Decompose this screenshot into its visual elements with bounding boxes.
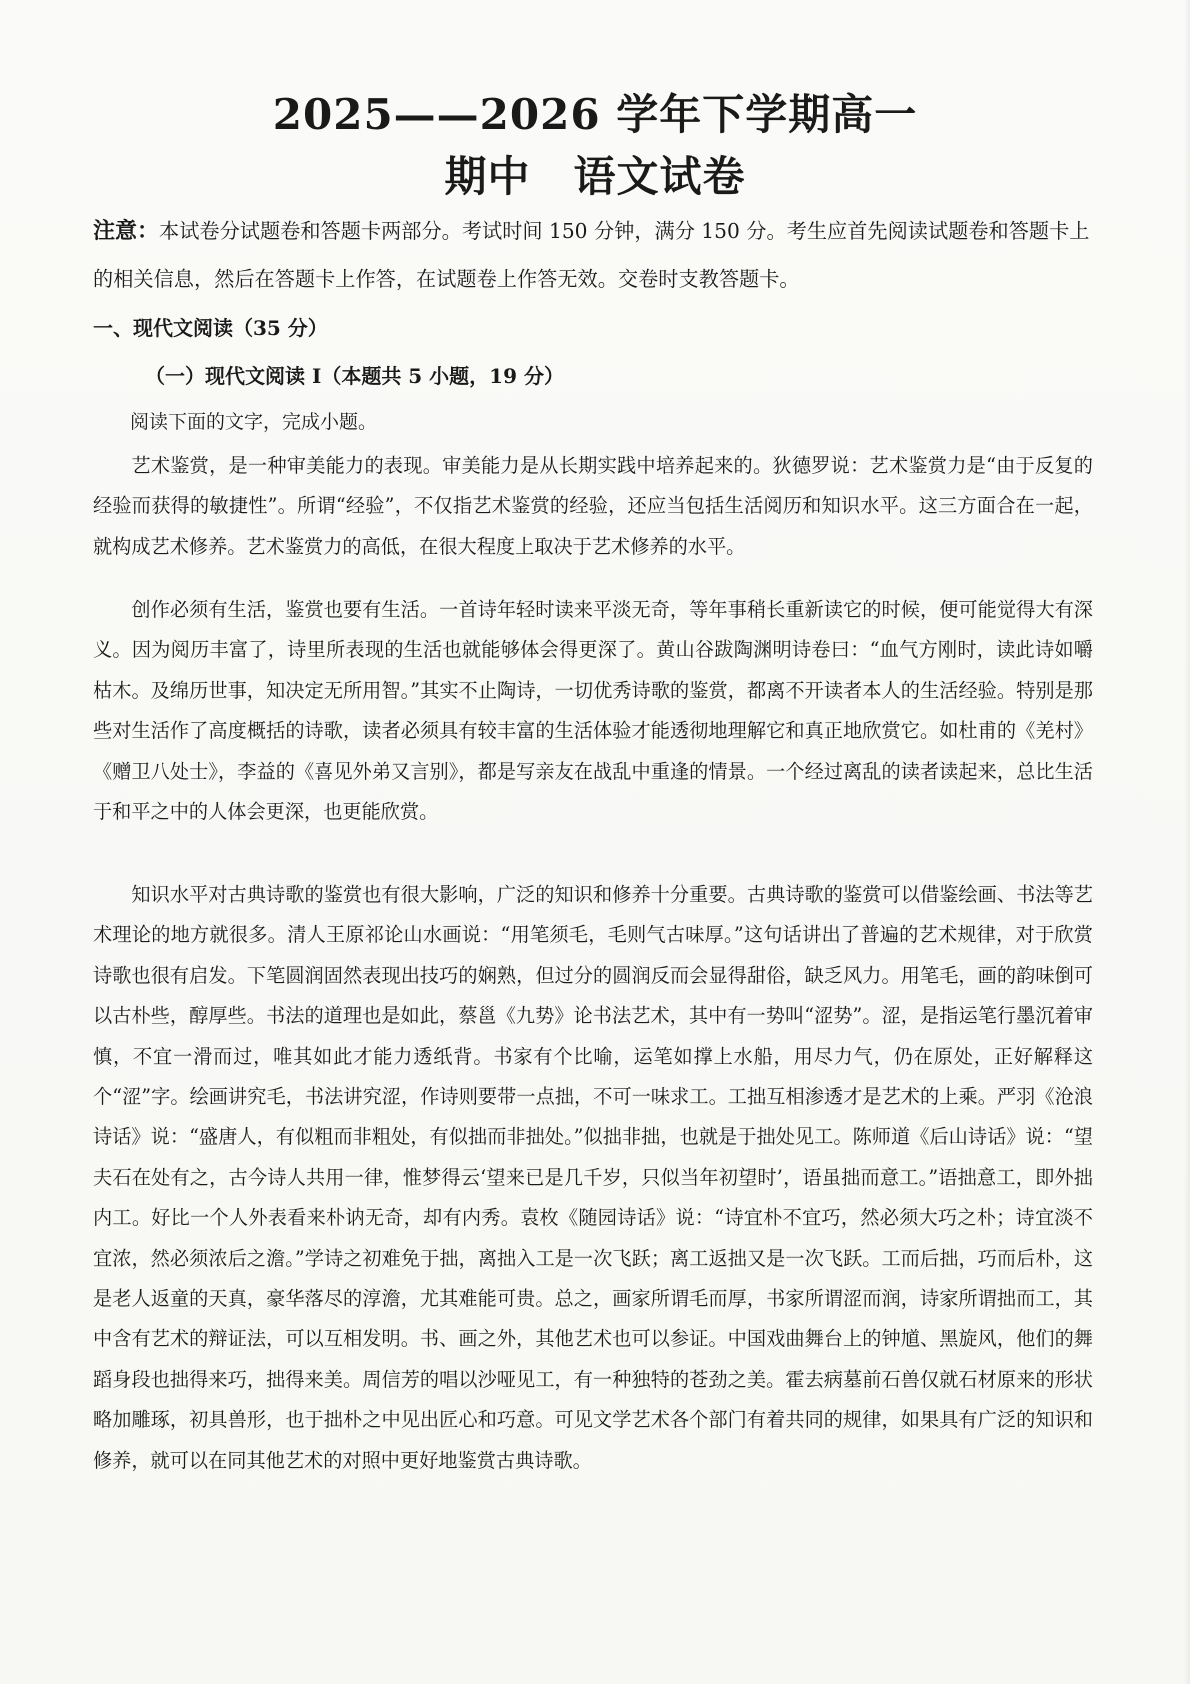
notice-text: 本试卷分试题卷和答题卡两部分。考试时间 150 分钟，满分 150 分。考生应首先阅读试题卷和答题卡上的相关信息，然后在答题卡上作答，在试题卷上作答无效。交卷时支教答题卡。 xyxy=(93,219,1090,291)
passage-paragraph: 艺术鉴赏，是一种审美能力的表现。审美能力是从长期实践中培养起来的。狄德罗说：艺术鉴赏力是“由于反复的经验而获得的敏捷性”。所谓“经验”，不仅指艺术鉴赏的经验，还应当包括生活阅历和知识水平。这三方面合在一起，就构成艺术修养。艺术鉴赏力的高低，在很大程度上取决于艺术修养的水平。 xyxy=(93,454,1093,558)
exam-title-subject: 期中 语文试卷 xyxy=(444,152,746,201)
reading-instruction: 阅读下面的文字，完成小题。 xyxy=(130,411,378,433)
passage-paragraph: 知识水平对古典诗歌的鉴赏也有很大影响，广泛的知识和修养十分重要。古典诗歌的鉴赏可以借鉴绘画、书法等艺术理论的地方就很多。清人王原祁论山水画说：“用笔须毛，毛则气古味厚。”这句话讲出了普遍的艺术规律，对于欣赏诗歌也很有启发。下笔圆润固然表现出技巧的娴熟，但过分的圆润反而会显得甜俗，缺乏风力。用笔毛，画的韵味倒可以古朴些，醇厚些。书法的道理也是如此，蔡邕《九势》论书法艺术，其中有一势叫“涩势”。涩，是指运笔行墨沉着审慎，不宜一滑而过，唯其如此才能力透纸背。书家有个比喻，运笔如撑上水船，用尽力气，仍在原处，正好解释这个“涩”字。绘画讲究毛，书法讲究涩，作诗则要带一点拙，不可一味求工。工拙互相渗透才是艺术的上乘。严羽《沧浪诗话》说：“盛唐人，有似粗而非粗处，有似拙而非拙处。”似拙非拙，也就是于拙处见工。陈师道《后山诗话》说：“望夫石在处有之，古今诗人共用一律，惟梦得云‘望来已是几千岁，只似当年初望时’，语虽拙而意工。”语拙意工，即外拙内工。好比一个人外表看来朴讷无奇，却有内秀。袁枚《随园诗话》说：“诗宜朴不宜巧，然必须大巧之朴；诗宜淡不宜浓，然必须浓后之澹。”学诗之初难免于拙，离拙入工是一次飞跃；离工返拙又是一次飞跃。工而后拙，巧而后朴，这是老人返童的天真，豪华落尽的淳澹，尤其难能可贵。总之，画家所谓毛而厚，书家所谓涩而润，诗家所谓拙而工，其中含有艺术的辩证法，可以互相发明。书、画之外，其他艺术也可以参证。中国戏曲舞台上的钟馗、黑旋风，他们的舞蹈身段也拙得来巧，拙得来美。周信芳的唱以沙哑见工，有一种独特的苍劲之美。霍去病墓前石兽仅就石材原来的形状略加雕琢，初具兽形，也于拙朴之中见出匠心和巧意。可见文学艺术各个部门有着共同的规律，如果具有广泛的知识和修养，就可以在同其他艺术的对照中更好地鉴赏古典诗歌。 xyxy=(93,883,1093,1472)
exam-title-year: 2025——2026 学年下学期高一 xyxy=(272,90,918,139)
exam-notice xyxy=(93,207,1098,303)
scan-edge-shadow xyxy=(1184,0,1190,1684)
section-heading: 一、现代文阅读（35 分） xyxy=(93,316,328,340)
subsection-heading: （一）现代文阅读 I（本题共 5 小题，19 分） xyxy=(145,364,564,388)
notice-label: 注意： xyxy=(93,218,160,244)
passage-paragraph: 创作必须有生活，鉴赏也要有生活。一首诗年轻时读来平淡无奇，等年事稍长重新读它的时候，便可能觉得大有深义。因为阅历丰富了，诗里所表现的生活也就能够体会得更深了。黄山谷跋陶渊明诗卷曰：“血气方刚时，读此诗如嚼枯木。及绵历世事，知决定无所用智。”其实不止陶诗，一切优秀诗歌的鉴赏，都离不开读者本人的生活经验。特别是那些对生活作了高度概括的诗歌，读者必须具有较丰富的生活体验才能透彻地理解它和真正地欣赏它。如杜甫的《羌村》《赠卫八处士》，李益的《喜见外弟又言别》，都是写亲友在战乱中重逢的情景。一个经过离乱的读者读起来，总比生活于和平之中的人体会更深，也更能欣赏。 xyxy=(93,598,1093,824)
